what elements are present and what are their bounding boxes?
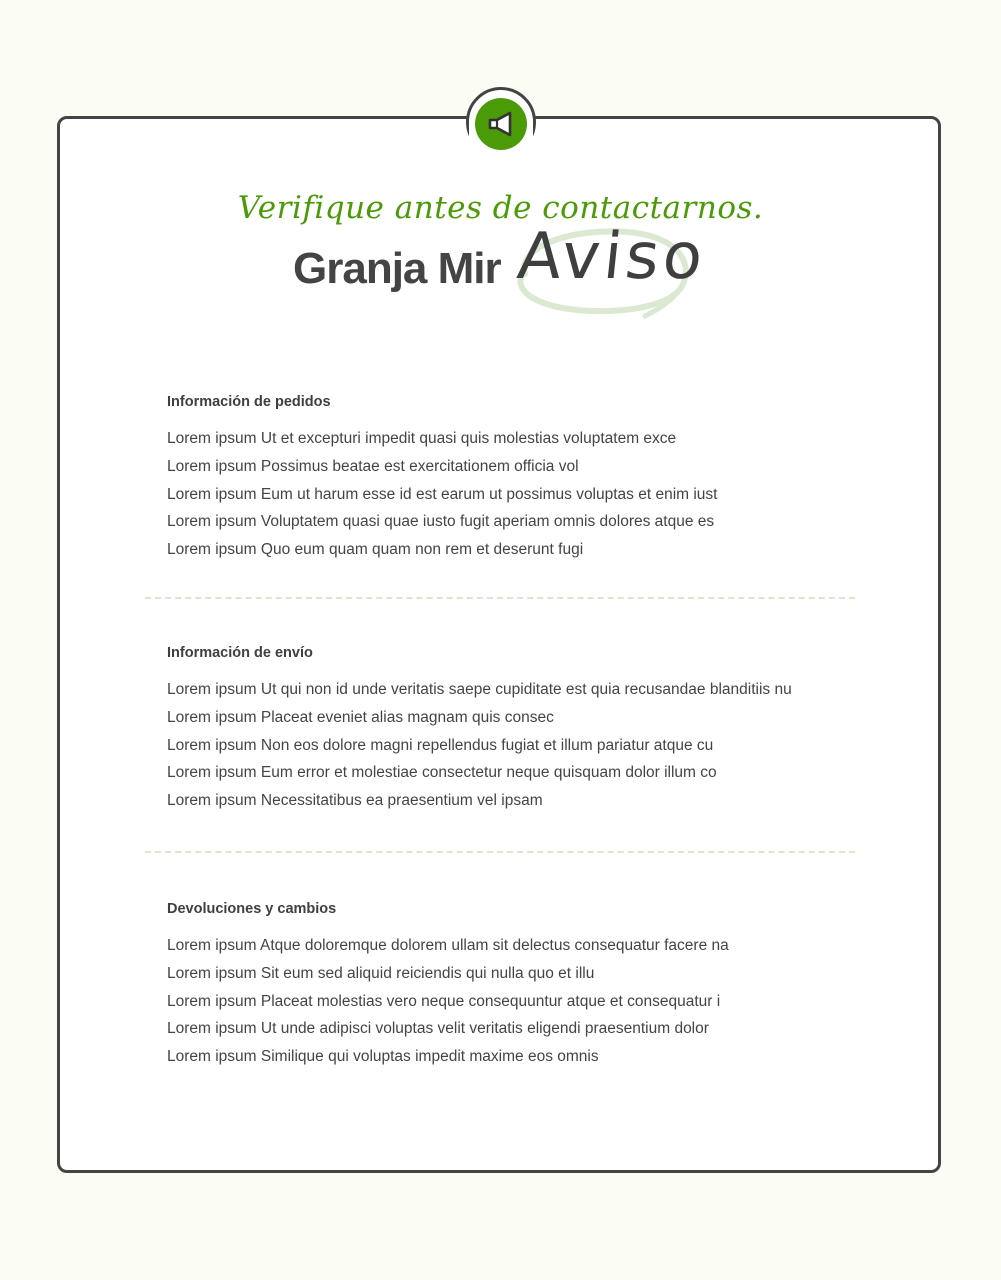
section-line: Lorem ipsum Eum error et molestiae consectetur neque quisquam dolor illum co <box>167 764 717 782</box>
section-line: Lorem ipsum Non eos dolore magni repellendus fugiat et illum pariatur atque cu <box>167 736 714 754</box>
section-line: Lorem ipsum Similique qui voluptas impedit maxime eos omnis <box>167 1048 599 1066</box>
section-divider <box>145 851 855 853</box>
section-line: Lorem ipsum Placeat molestias vero neque consequuntur atque et consequatur i <box>167 992 721 1010</box>
section-title: Devoluciones y cambios <box>167 901 337 917</box>
tagline: Verifique antes de contactarnos. <box>237 190 764 226</box>
orders-section <box>167 393 867 564</box>
section-line: Lorem ipsum Necessitatibus ea praesentium vel ipsam <box>167 792 543 810</box>
section-line: Lorem ipsum Ut unde adipisci voluptas velit veritatis eligendi praesentium dolor <box>167 1020 709 1038</box>
notice-stamp: Aviso <box>514 220 711 294</box>
section-line: Lorem ipsum Ut qui non id unde veritatis saepe cupiditate est quia recusandae blanditiis nu <box>167 681 792 698</box>
brand-name: Granja Mir <box>293 244 501 293</box>
notice-badge <box>475 98 527 150</box>
section-line: Lorem ipsum Atque doloremque dolorem ullam sit delectus consequatur facere na <box>167 937 729 954</box>
section-line: Lorem ipsum Placeat eveniet alias magnam quis consec <box>167 708 554 726</box>
section-divider <box>145 597 855 599</box>
section-line: Lorem ipsum Voluptatem quasi quae iusto fugit aperiam omnis dolores atque es <box>167 513 715 531</box>
returns-section <box>167 900 867 1071</box>
shipping-section <box>167 644 867 815</box>
section-title: Información de pedidos <box>167 394 331 410</box>
section-line: Lorem ipsum Ut et excepturi impedit quasi quis molestias voluptatem exce <box>167 430 677 447</box>
megaphone-icon <box>486 111 516 137</box>
section-line: Lorem ipsum Possimus beatae est exercitationem officia vol <box>167 457 579 475</box>
section-line: Lorem ipsum Sit eum sed aliquid reiciendis qui nulla quo et illu <box>167 964 595 982</box>
section-line: Lorem ipsum Quo eum quam quam non rem et deserunt fugi <box>167 541 584 559</box>
section-title: Información de envío <box>167 645 313 661</box>
section-line: Lorem ipsum Eum ut harum esse id est earum ut possimus voluptas et enim iust <box>167 485 718 503</box>
